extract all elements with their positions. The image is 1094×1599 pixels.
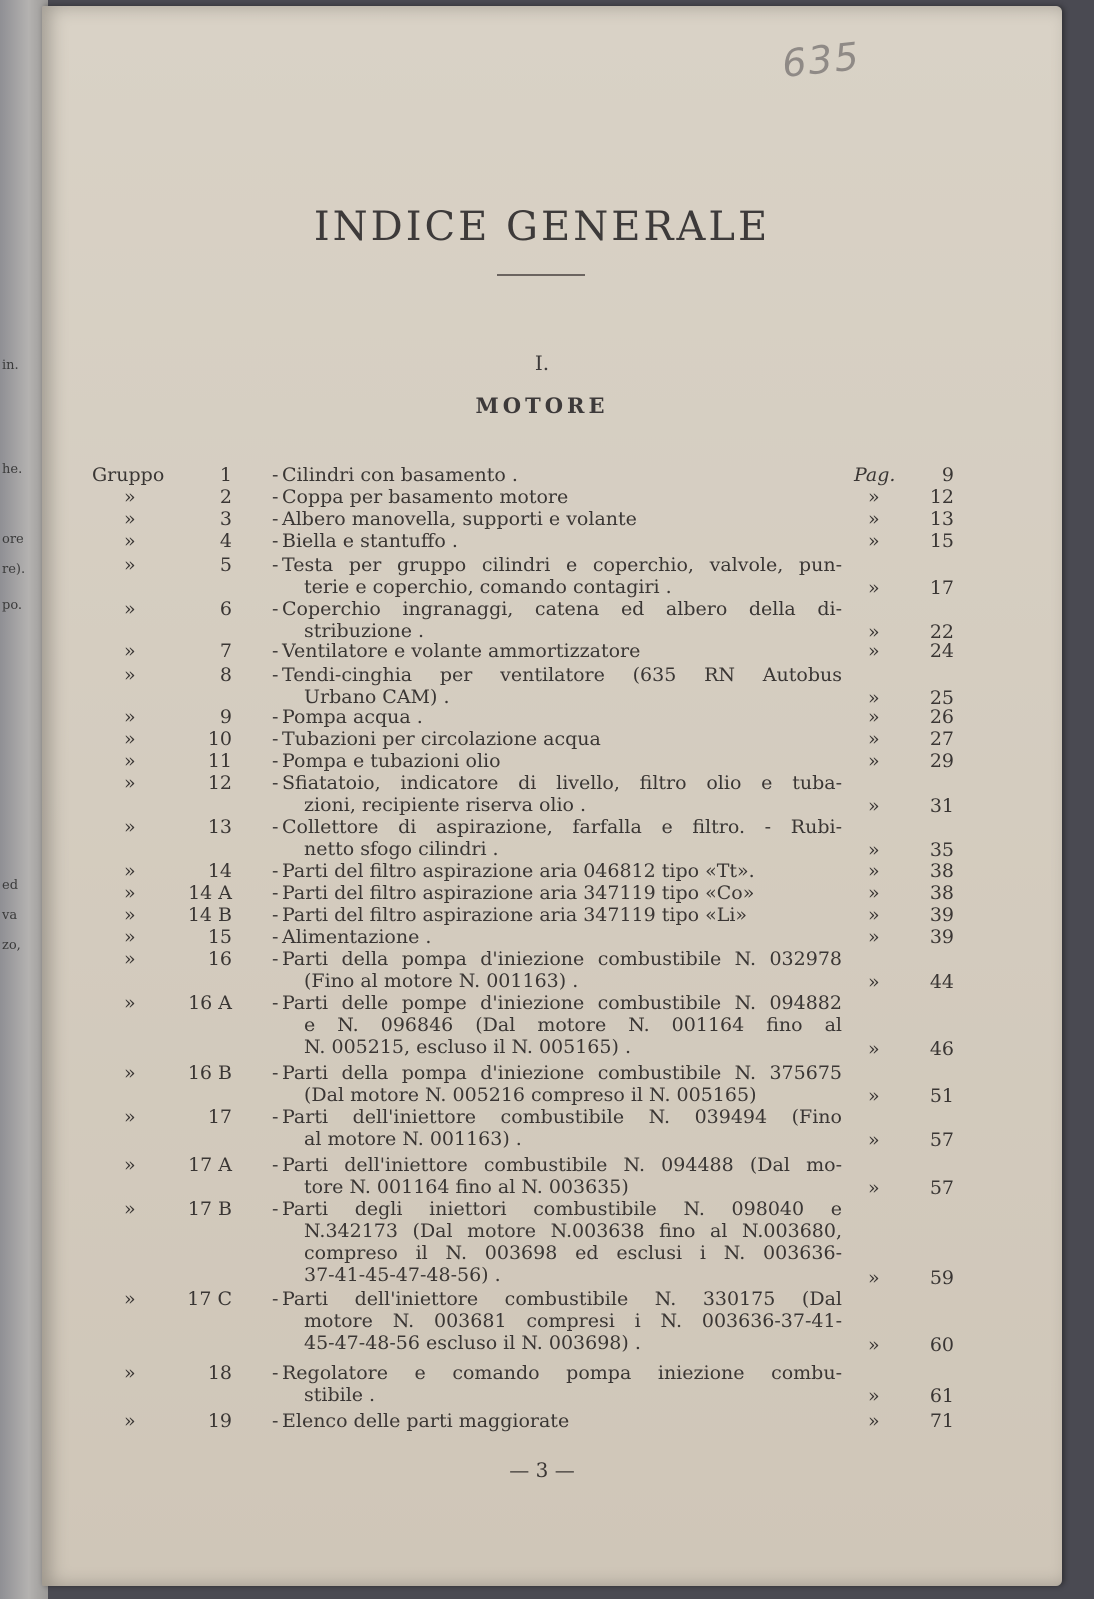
toc-page-number: 71 [929,1410,954,1432]
toc-dash: - [272,664,279,686]
toc-group-number: 11 [207,750,232,772]
toc-description-line: Testa per gruppo cilindri e coperchio, valvole, pun- [282,554,842,576]
toc-description [282,706,842,728]
toc-dash: - [272,1410,279,1432]
toc-page-number: 25 [929,687,954,709]
toc-description [282,860,842,882]
toc-group-number: 17 [207,1106,232,1128]
toc-description-line: Parti delle pompe d'iniezione combustibile N. 094882 [282,992,842,1014]
toc-description [282,598,842,642]
toc-description [282,1288,842,1354]
toc-dash: - [272,1288,279,1310]
toc-dash: - [272,1362,279,1384]
toc-page-number: 35 [929,839,954,861]
toc-group-label: » [124,1062,136,1084]
toc-group-label: » [124,706,136,728]
toc-description-line: N. 005215, escluso il N. 005165) . [304,1036,631,1058]
toc-dash: - [272,904,279,926]
toc-group-number: 16 B [187,1062,232,1084]
toc-dash: - [272,772,279,794]
toc-page-number: 15 [929,530,954,552]
toc-description-line: Biella e stantuffo . [282,530,458,552]
toc-group-number: 2 [219,486,232,508]
toc-description-line: Collettore di aspirazione, farfalla e filtro. - Rubi- [282,816,842,838]
toc-page-label: » [868,926,880,948]
toc-page-number: 44 [929,971,954,993]
toc-group-label: » [124,1288,136,1310]
toc-group-number: 16 [207,948,232,970]
toc-group-label: » [124,1106,136,1128]
toc-description-line: Cilindri con basamento . [282,464,518,486]
toc-group-label: » [124,816,136,838]
toc-page-label: » [868,1267,880,1289]
toc-page-number: 22 [929,621,954,643]
toc-page-number: 60 [929,1334,954,1356]
toc-page-label: » [868,1177,880,1199]
toc-page-label: Pag. [854,464,896,486]
toc-group-label: » [124,882,136,904]
left-page-edge [0,0,48,1599]
document-page [42,6,1062,1586]
toc-dash: - [272,1154,279,1176]
toc-description-line: Parti dell'iniettore combustibile N. 094488 (Dal mo- [282,1154,842,1176]
margin-fragment: zo, [2,938,21,953]
toc-page-number: 29 [929,750,954,772]
toc-page-number: 39 [929,926,954,948]
toc-dash: - [272,554,279,576]
toc-page-label: » [868,1129,880,1151]
toc-page-number: 17 [929,577,954,599]
toc-group-number: 16 A [188,992,232,1014]
toc-page-number: 31 [929,795,954,817]
toc-page-label: » [868,621,880,643]
toc-group-number: 6 [219,598,232,620]
margin-fragment: in. [2,358,19,373]
toc-page-label: » [868,795,880,817]
toc-group-label: » [124,904,136,926]
toc-page-label: » [868,1334,880,1356]
toc-page-label: » [868,577,880,599]
toc-description [282,1106,842,1150]
toc-dash: - [272,992,279,1014]
toc-group-number: 17 C [187,1288,232,1310]
toc-dash: - [272,750,279,772]
table-of-contents [42,6,1062,1586]
toc-page-number: 12 [929,486,954,508]
toc-dash: - [272,706,279,728]
toc-page-number: 38 [929,882,954,904]
toc-description-line: Parti del filtro aspirazione aria 046812 tipo «Tt». [282,860,755,882]
toc-group-label: » [124,948,136,970]
toc-description [282,772,842,816]
toc-group-number: 7 [219,640,232,662]
toc-group-label: » [124,1198,136,1220]
toc-description [282,486,842,508]
toc-description-line: Parti del filtro aspirazione aria 347119 tipo «Co» [282,882,755,904]
margin-fragment: ore [2,532,24,547]
toc-group-number: 4 [219,530,232,552]
toc-group-label: » [124,640,136,662]
toc-page-number: 51 [929,1085,954,1107]
toc-group-label: » [124,926,136,948]
toc-description-line: Regolatore e comando pompa iniezione combu- [282,1362,842,1384]
toc-dash: - [272,948,279,970]
toc-description-line: Tubazioni per circolazione acqua [282,728,601,750]
toc-page-number: 27 [929,728,954,750]
toc-dash: - [272,598,279,620]
toc-description-line: 37-41-45-47-48-56) . [304,1264,501,1286]
toc-description-line: zioni, recipiente riserva olio . [304,794,587,816]
toc-group-label: » [124,750,136,772]
toc-page-label: » [868,687,880,709]
toc-dash: - [272,486,279,508]
toc-description [282,728,842,750]
toc-group-label: Gruppo [92,464,165,486]
margin-fragment: va [2,908,18,923]
toc-dash: - [272,464,279,486]
toc-dash: - [272,860,279,882]
toc-group-number: 13 [207,816,232,838]
toc-description [282,904,842,926]
toc-group-label: » [124,664,136,686]
toc-page-label: » [868,882,880,904]
toc-description [282,1410,842,1432]
toc-description [282,640,842,662]
toc-description [282,948,842,992]
toc-page-number: 13 [929,508,954,530]
toc-page-label: » [868,508,880,530]
toc-group-label: » [124,1410,136,1432]
toc-page-label: » [868,1038,880,1060]
toc-page-number: 57 [929,1177,954,1199]
toc-description-line: Parti dell'iniettore combustibile N. 330175 (Dal [282,1288,842,1310]
section-number: I. [534,351,550,375]
toc-page-label: » [868,750,880,772]
toc-description-line: Parti della pompa d'iniezione combustibile N. 375675 [282,1062,842,1084]
toc-page-number: 9 [941,464,954,486]
toc-description-line: netto sfogo cilindri . [304,838,499,860]
toc-dash: - [272,530,279,552]
toc-description [282,508,842,530]
toc-group-label: » [124,530,136,552]
toc-description-line: terie e coperchio, comando contagiri . [304,576,672,598]
toc-group-number: 5 [219,554,232,576]
margin-fragment: re). [2,562,26,577]
toc-description-line: al motore N. 001163) . [304,1128,522,1150]
toc-description [282,926,842,948]
toc-page-label: » [868,1410,880,1432]
toc-group-label: » [124,598,136,620]
toc-group-number: 18 [207,1362,232,1384]
toc-description-line: Parti dell'iniettore combustibile N. 039494 (Fino [282,1106,842,1128]
toc-dash: - [272,728,279,750]
toc-group-number: 17 A [188,1154,232,1176]
toc-group-label: » [124,486,136,508]
toc-description-line: 45-47-48-56 escluso il N. 003698) . [304,1332,641,1354]
toc-dash: - [272,640,279,662]
toc-page-label: » [868,728,880,750]
toc-page-label: » [868,706,880,728]
toc-group-number: 14 A [188,882,232,904]
toc-description-line: N.342173 (Dal motore N.003638 fino al N.003680, [304,1220,842,1242]
toc-page-label: » [868,640,880,662]
toc-description-line: Sfiatatoio, indicatore di livello, filtro olio e tuba- [282,772,842,794]
toc-description-line: Coperchio ingranaggi, catena ed albero della di- [282,598,842,620]
toc-page-label: » [868,1385,880,1407]
toc-group-number: 9 [219,706,232,728]
toc-group-number: 15 [207,926,232,948]
toc-dash: - [272,1062,279,1084]
toc-group-number: 1 [219,464,232,486]
toc-page-number: 59 [929,1267,954,1289]
toc-group-number: 10 [207,728,232,750]
toc-page-label: » [868,486,880,508]
toc-page-number: 57 [929,1129,954,1151]
margin-fragment: he. [2,462,23,477]
toc-group-label: » [124,554,136,576]
toc-description-line: Pompa e tubazioni olio [282,750,501,772]
toc-description-line: e N. 096846 (Dal motore N. 001164 fino al [304,1014,842,1036]
toc-page-label: » [868,904,880,926]
toc-description-line: Urbano CAM) . [304,686,450,708]
toc-description [282,464,842,486]
toc-description-line: Alimentazione . [282,926,432,948]
toc-description [282,1362,842,1406]
toc-page-number: 39 [929,904,954,926]
toc-group-label: » [124,1362,136,1384]
toc-page-label: » [868,1085,880,1107]
toc-dash: - [272,926,279,948]
toc-dash: - [272,816,279,838]
toc-page-number: 46 [929,1038,954,1060]
toc-description-line: Parti degli iniettori combustibile N. 098040 e [282,1198,842,1220]
toc-description-line: tore N. 001164 fino al N. 003635) [304,1176,629,1198]
toc-page-label: » [868,839,880,861]
toc-group-number: 19 [207,1410,232,1432]
toc-description-line: Tendi-cinghia per ventilatore (635 RN Autobus [282,664,842,686]
toc-description [282,554,842,598]
toc-description [282,992,842,1058]
toc-group-label: » [124,508,136,530]
toc-group-number: 8 [219,664,232,686]
toc-dash: - [272,1198,279,1220]
toc-description [282,1062,842,1106]
handwritten-note: 635 [779,34,863,86]
toc-description-line: (Fino al motore N. 001163) . [304,970,579,992]
toc-group-number: 14 [207,860,232,882]
toc-group-label: » [124,860,136,882]
toc-group-label: » [124,772,136,794]
toc-group-number: 14 B [187,904,232,926]
toc-description-line: Ventilatore e volante ammortizzatore [282,640,641,662]
toc-description [282,664,842,708]
toc-description [282,882,842,904]
toc-page-number: 38 [929,860,954,882]
toc-page-label: » [868,860,880,882]
toc-group-label: » [124,1154,136,1176]
toc-description [282,1198,842,1286]
toc-description-line: motore N. 003681 compresi i N. 003636-37-41- [304,1310,842,1332]
toc-page-number: 26 [929,706,954,728]
toc-page-number: 24 [929,640,954,662]
toc-dash: - [272,882,279,904]
toc-page-number: 61 [929,1385,954,1407]
toc-description-line: Pompa acqua . [282,706,423,728]
toc-group-number: 17 B [187,1198,232,1220]
toc-description-line: stribuzione . [304,620,425,642]
toc-description-line: Albero manovella, supporti e volante [282,508,637,530]
toc-description [282,816,842,860]
page-number-footer: — 3 — [509,1458,575,1482]
margin-fragment: po. [2,598,23,613]
toc-group-number: 3 [219,508,232,530]
page-title: INDICE GENERALE [313,204,771,250]
toc-description-line: Elenco delle parti maggiorate [282,1410,570,1432]
toc-description-line: Parti del filtro aspirazione aria 347119 tipo «Li» [282,904,748,926]
toc-description-line: stibile . [304,1384,376,1406]
toc-page-label: » [868,530,880,552]
toc-page-label: » [868,971,880,993]
toc-group-label: » [124,728,136,750]
toc-description-line: Parti della pompa d'iniezione combustibile N. 032978 [282,948,842,970]
section-title: MOTORE [475,393,609,418]
toc-description-line: compreso il N. 003698 ed esclusi i N. 003636- [304,1242,842,1264]
toc-description [282,1154,842,1198]
toc-description [282,750,842,772]
toc-description [282,530,842,552]
toc-group-number: 12 [207,772,232,794]
toc-dash: - [272,1106,279,1128]
toc-group-label: » [124,992,136,1014]
margin-fragment: ed [2,878,19,893]
toc-description-line: Coppa per basamento motore [282,486,569,508]
toc-dash: - [272,508,279,530]
toc-description-line: (Dal motore N. 005216 compreso il N. 005165) [304,1084,757,1106]
